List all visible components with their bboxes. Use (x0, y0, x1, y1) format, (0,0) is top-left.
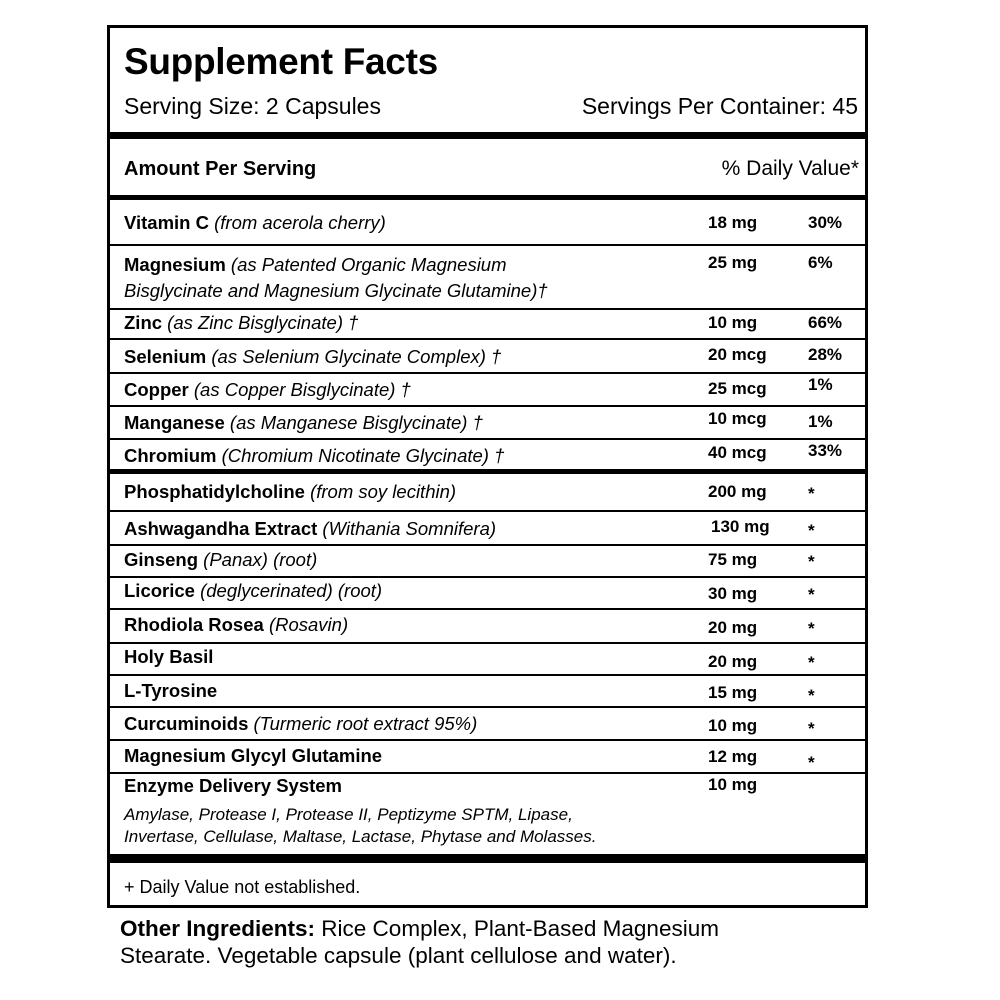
row-divider (110, 642, 865, 644)
ingredient-daily-value: * (808, 686, 815, 705)
row-divider (110, 608, 865, 610)
row-divider (110, 544, 865, 546)
nutrient-name: Zinc (as Zinc Bisglycinate) † (124, 312, 359, 333)
nutrient-name: Selenium (as Selenium Glycinate Complex) † (124, 346, 502, 367)
ingredient-amount: 20 mg (708, 618, 758, 637)
ingredient-daily-value: * (808, 552, 815, 571)
thick-divider (110, 469, 865, 474)
ingredient-daily-value: * (808, 521, 815, 540)
ingredient-name: Licorice (deglycerinated) (root) (124, 580, 383, 601)
enzyme-description-line-1: Amylase, Protease I, Protease II, Peptizyme SPTM, Lipase, (124, 805, 573, 824)
nutrient-amount: 18 mg (708, 213, 758, 232)
thick-divider (110, 132, 865, 139)
other-ingredients (120, 915, 719, 969)
nutrient-daily-value: 1% (808, 375, 833, 394)
other-ingredients-line-2: Stearate. Vegetable capsule (plant cellulose and water). (120, 943, 677, 968)
nutrient-name: Manganese (as Manganese Bisglycinate) † (124, 412, 483, 433)
ingredient-daily-value: * (808, 719, 815, 738)
panel-title: Supplement Facts (124, 41, 438, 82)
nutrient-amount: 25 mcg (708, 379, 767, 398)
enzyme-name: Enzyme Delivery System (124, 775, 343, 796)
nutrient-name: Magnesium (as Patented Organic Magnesium (124, 254, 507, 275)
ingredient-amount: 75 mg (708, 550, 758, 569)
nutrient-amount: 25 mg (708, 253, 758, 272)
nutrient-name: Vitamin C (from acerola cherry) (124, 212, 386, 233)
row-divider (110, 244, 865, 246)
row-divider (110, 706, 865, 708)
ingredient-amount: 130 mg (711, 517, 770, 536)
ingredient-name: Phosphatidylcholine (from soy lecithin) (124, 481, 457, 502)
enzyme-description-line-2: Invertase, Cellulase, Maltase, Lactase, Phytase and Molasses. (124, 827, 597, 846)
amount-per-serving-header: Amount Per Serving (124, 158, 317, 180)
nutrient-name: Copper (as Copper Bisglycinate) † (124, 379, 411, 400)
ingredient-name: Curcuminoids (Turmeric root extract 95%) (124, 713, 478, 734)
row-divider (110, 510, 865, 512)
ingredient-name: Magnesium Glycyl Glutamine (124, 745, 383, 766)
nutrient-amount: 10 mcg (708, 409, 767, 428)
row-divider (110, 674, 865, 676)
nutrient-daily-value: 6% (808, 253, 833, 272)
nutrient-description-continued: Bisglycinate and Magnesium Glycinate Glutamine)† (124, 280, 548, 301)
ingredient-daily-value: * (808, 619, 815, 638)
ingredient-amount: 15 mg (708, 683, 758, 702)
nutrient-daily-value: 1% (808, 412, 833, 431)
row-divider (110, 372, 865, 374)
ingredient-daily-value: * (808, 585, 815, 604)
nutrient-daily-value: 28% (808, 345, 843, 364)
row-divider (110, 338, 865, 340)
ingredient-name: Ginseng (Panax) (root) (124, 549, 318, 570)
row-divider (110, 739, 865, 741)
thick-divider (110, 195, 865, 200)
ingredient-amount: 12 mg (708, 747, 758, 766)
nutrient-daily-value: 66% (808, 313, 843, 332)
nutrient-name: Chromium (Chromium Nicotinate Glycinate) † (124, 445, 505, 466)
nutrient-amount: 20 mcg (708, 345, 767, 364)
ingredient-daily-value: * (808, 484, 815, 503)
other-ingredients-line-1: Other Ingredients: Rice Complex, Plant-Based Magnesium (120, 916, 719, 941)
nutrient-amount: 10 mg (708, 313, 758, 332)
nutrient-daily-value: 33% (808, 441, 843, 460)
nutrient-daily-value: 30% (808, 213, 843, 232)
ingredient-name: Holy Basil (124, 646, 214, 667)
daily-value-header: % Daily Value* (721, 157, 859, 180)
enzyme-amount: 10 mg (708, 775, 758, 794)
ingredient-name: L-Tyrosine (124, 680, 218, 701)
other-ingredients-label: Other Ingredients: (120, 916, 316, 941)
serving-size: Serving Size: 2 Capsules (124, 93, 381, 119)
ingredient-amount: 20 mg (708, 652, 758, 671)
nutrient-amount: 40 mcg (708, 443, 767, 462)
thick-divider (110, 854, 865, 863)
supplement-facts-panel (107, 25, 868, 908)
ingredient-daily-value: * (808, 653, 815, 672)
ingredient-amount: 30 mg (708, 584, 758, 603)
ingredient-amount: 10 mg (708, 716, 758, 735)
footnote: + Daily Value not established. (124, 877, 361, 897)
row-divider (110, 405, 865, 407)
servings-per-container: Servings Per Container: 45 (581, 93, 858, 119)
ingredient-amount: 200 mg (708, 482, 767, 501)
row-divider (110, 438, 865, 440)
ingredient-name: Ashwagandha Extract (Withania Somnifera) (124, 518, 497, 539)
ingredient-daily-value: * (808, 753, 815, 772)
ingredient-name: Rhodiola Rosea (Rosavin) (124, 614, 349, 635)
